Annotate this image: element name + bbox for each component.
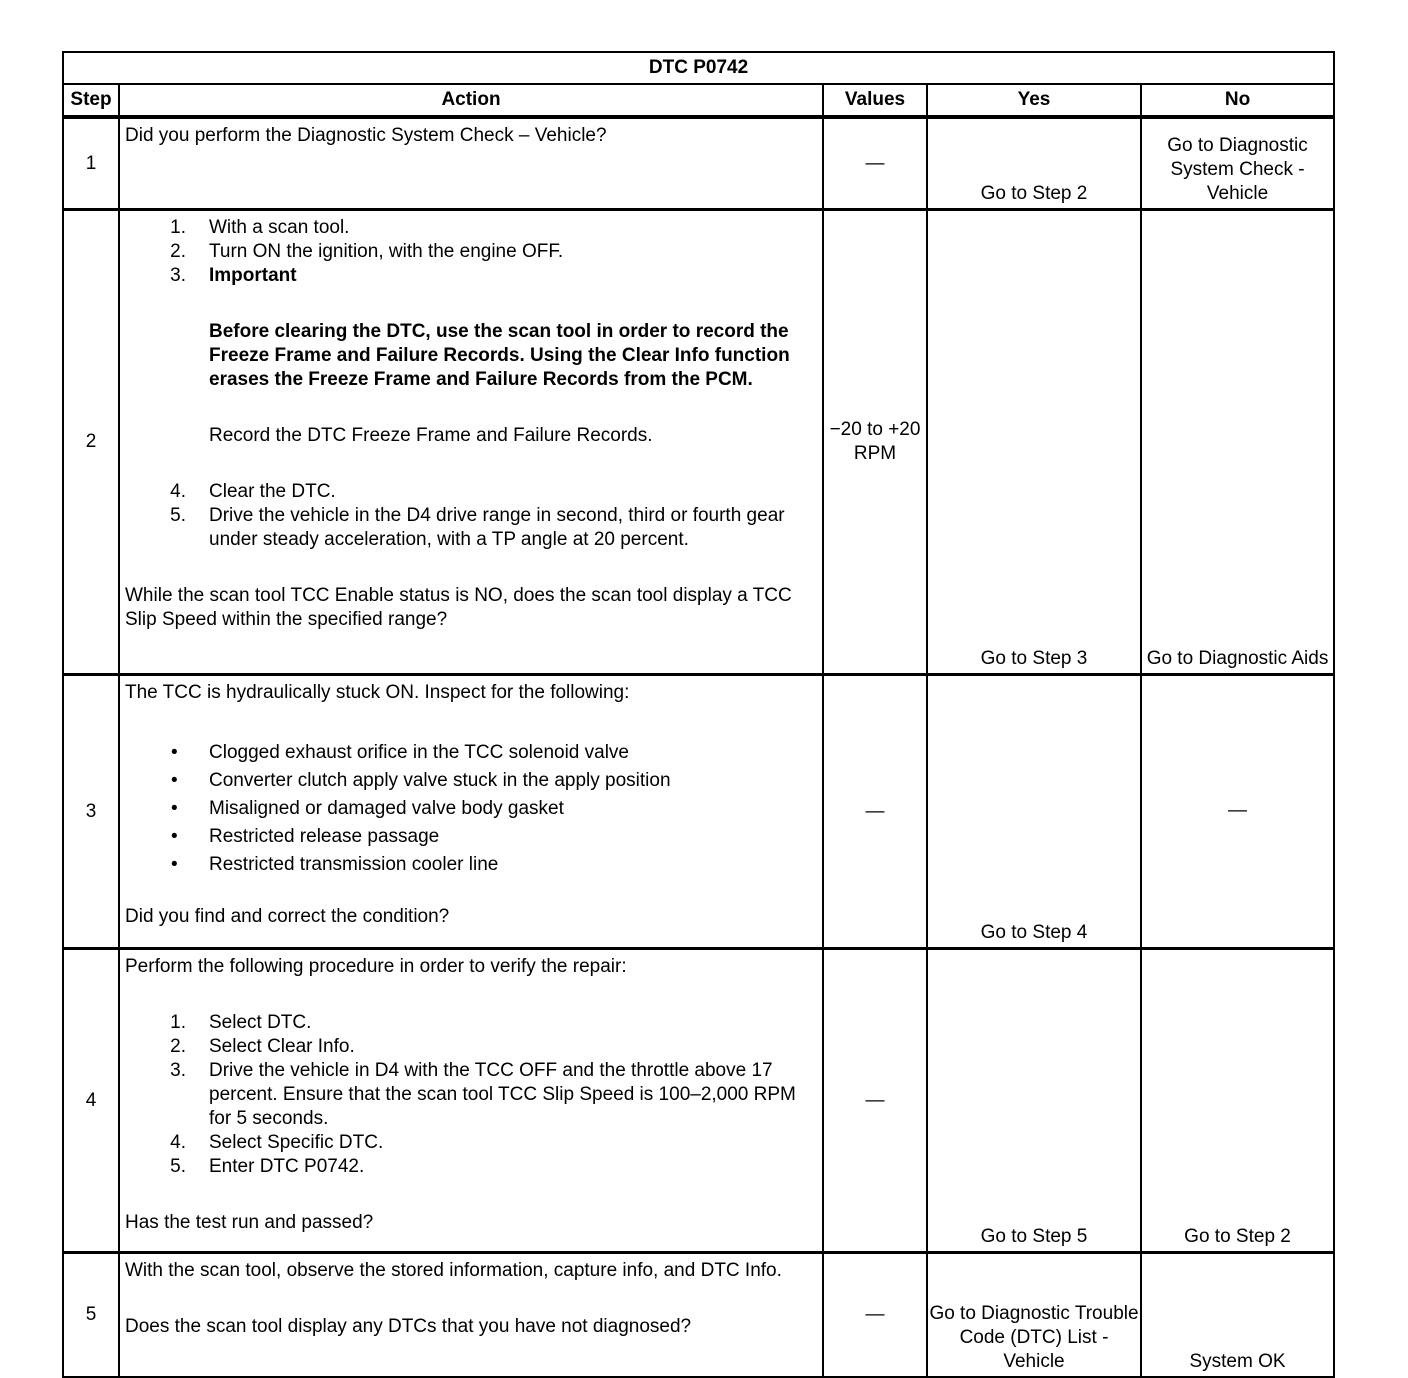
header-yes: Yes <box>927 84 1141 117</box>
numbered-list <box>125 1011 816 1179</box>
header-values: Values <box>823 84 927 117</box>
numbered-list <box>125 216 816 288</box>
values-cell: — <box>823 1253 927 1378</box>
yes-cell: Go to Step 5 <box>927 949 1141 1253</box>
list-item: 3. Important <box>170 265 297 286</box>
list-item: 5. Enter DTC P0742. <box>170 1156 365 1177</box>
action-cell <box>119 675 823 949</box>
list-item: • Clogged exhaust orifice in the TCC solenoid valve <box>171 742 629 763</box>
yes-cell: Go to Step 3 <box>927 210 1141 675</box>
list-item: 5. Drive the vehicle in the D4 drive range in second, third or fourth gear under steady acceleration, with a TP angle at 20 percent. <box>170 505 785 550</box>
step-question: While the scan tool TCC Enable status is NO, does the scan tool display a TCC Slip Speed within the specified range? <box>125 585 792 630</box>
numbered-list <box>125 480 816 552</box>
list-item: 2. Select Clear Info. <box>170 1036 355 1057</box>
table-row <box>63 1253 1334 1378</box>
dtc-table <box>62 51 1335 1378</box>
values-cell: — <box>823 117 927 210</box>
list-item: 1. Select DTC. <box>170 1012 312 1033</box>
list-item: 4. Select Specific DTC. <box>170 1132 384 1153</box>
no-cell: — <box>1141 675 1334 949</box>
list-item: • Restricted transmission cooler line <box>171 854 499 875</box>
header-action: Action <box>119 84 823 117</box>
action-cell <box>119 1253 823 1378</box>
action-cell <box>119 210 823 675</box>
step-question: Does the scan tool display any DTCs that you have not diagnosed? <box>125 1316 692 1337</box>
no-cell: Go to Diagnostic Aids <box>1141 210 1334 675</box>
step-intro: Perform the following procedure in order to verify the repair: <box>125 956 627 977</box>
important-note: Before clearing the DTC, use the scan tool in order to record the Freeze Frame and Failure Records. Using the Clear Info function erases the Freeze Frame and Failure Records from the PCM. <box>209 321 790 390</box>
no-cell: System OK <box>1141 1253 1334 1378</box>
step-question: Did you find and correct the condition? <box>125 906 450 927</box>
list-item: • Converter clutch apply valve stuck in the apply position <box>171 770 671 791</box>
list-item: • Restricted release passage <box>171 826 440 847</box>
step-number: 2 <box>63 210 119 675</box>
step-number: 1 <box>63 117 119 210</box>
no-cell: Go to Diagnostic System Check - Vehicle <box>1141 117 1334 210</box>
list-item: 4. Clear the DTC. <box>170 481 336 502</box>
list-item: 3. Drive the vehicle in D4 with the TCC OFF and the throttle above 17 percent. Ensure that the scan tool TCC Slip Speed is 100–2,000 RPM for 5 seconds. <box>170 1060 796 1129</box>
bullet-list <box>125 741 816 877</box>
yes-cell: Go to Step 4 <box>927 675 1141 949</box>
table-row <box>63 117 1334 210</box>
header-step: Step <box>63 84 119 117</box>
table-title: DTC P0742 <box>63 52 1334 84</box>
action-cell <box>119 949 823 1253</box>
yes-cell: Go to Diagnostic Trouble Code (DTC) List - Vehicle <box>927 1253 1141 1378</box>
table-row <box>63 210 1334 675</box>
step-number: 4 <box>63 949 119 1253</box>
step-intro: The TCC is hydraulically stuck ON. Inspect for the following: <box>125 682 630 703</box>
no-cell: Go to Step 2 <box>1141 949 1334 1253</box>
values-cell: — <box>823 949 927 1253</box>
record-instruction: Record the DTC Freeze Frame and Failure Records. <box>209 425 653 446</box>
header-no: No <box>1141 84 1334 117</box>
action-text: Did you perform the Diagnostic System Check – Vehicle? <box>119 117 823 210</box>
list-item: 1. With a scan tool. <box>170 217 350 238</box>
step-question: Has the test run and passed? <box>125 1212 374 1233</box>
table-row <box>63 949 1334 1253</box>
yes-cell: Go to Step 2 <box>927 117 1141 210</box>
values-cell: −20 to +20 RPM <box>823 210 927 675</box>
list-item: 2. Turn ON the ignition, with the engine OFF. <box>170 241 564 262</box>
step-number: 5 <box>63 1253 119 1378</box>
list-item: • Misaligned or damaged valve body gasket <box>171 798 564 819</box>
table-row <box>63 675 1334 949</box>
step-number: 3 <box>63 675 119 949</box>
values-cell: — <box>823 675 927 949</box>
step-intro: With the scan tool, observe the stored information, capture info, and DTC Info. <box>125 1260 782 1281</box>
